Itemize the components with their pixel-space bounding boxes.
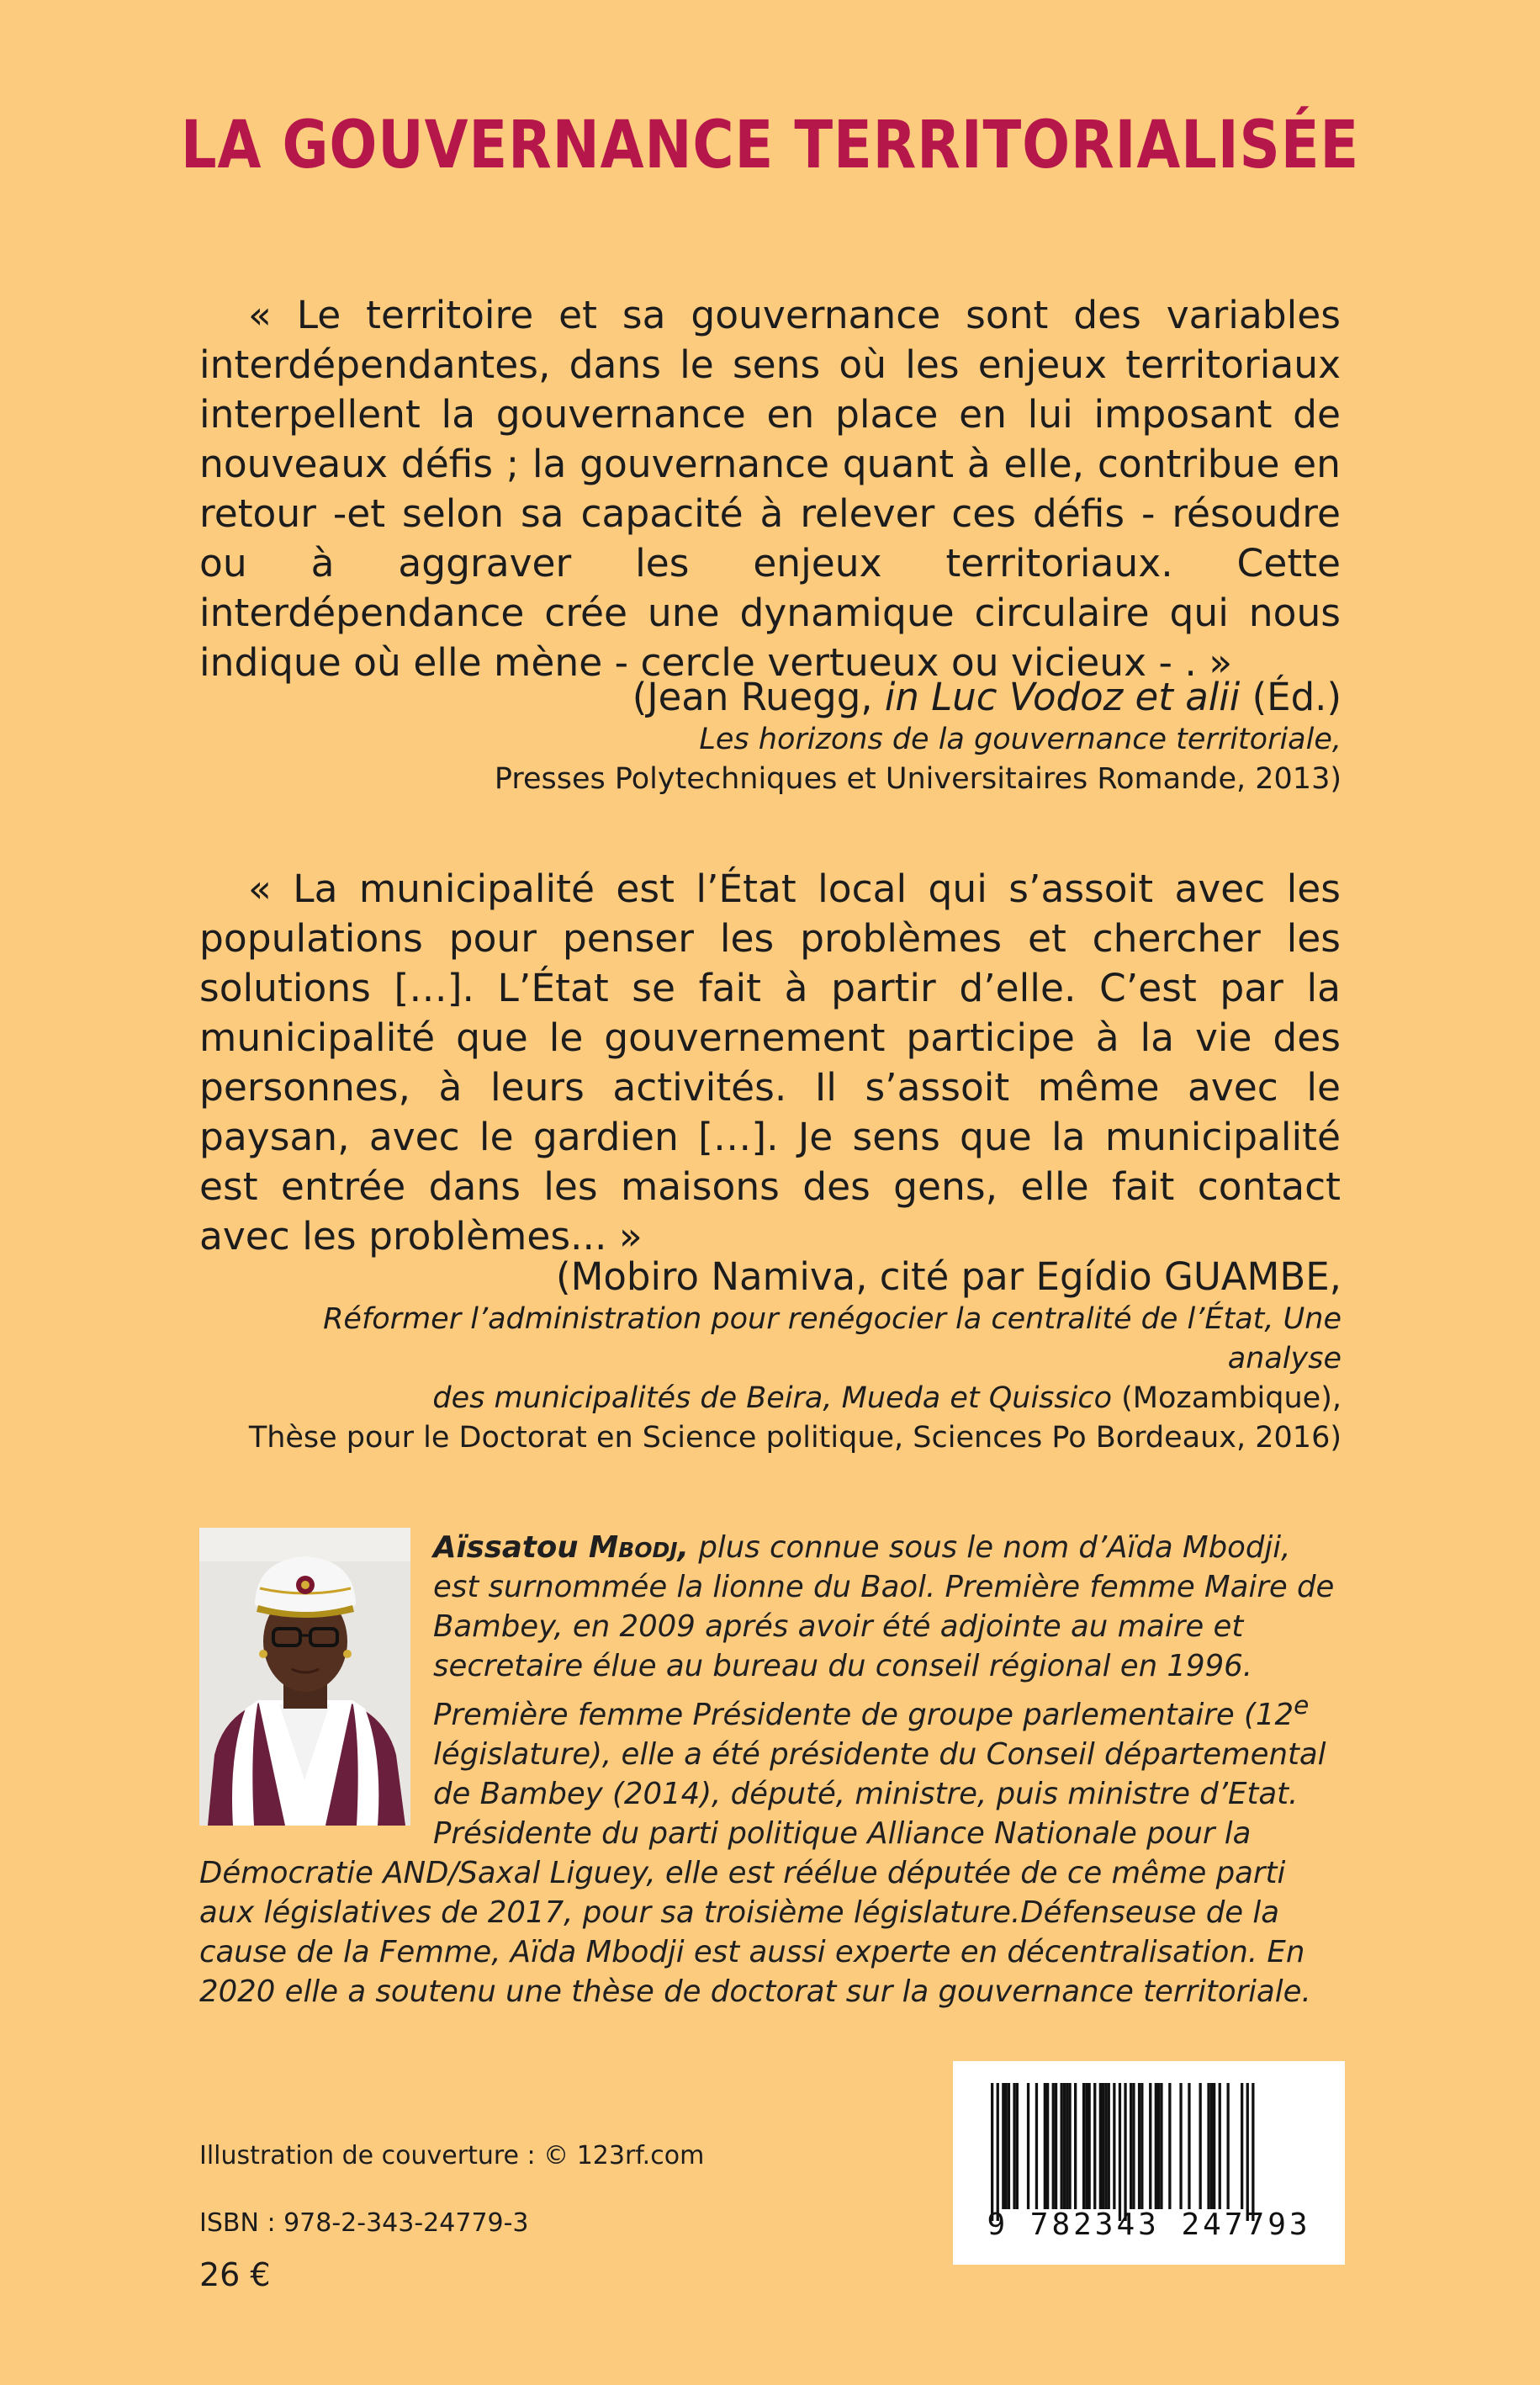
barcode-bar	[1074, 2083, 1077, 2209]
citation-2	[248, 1254, 1342, 1458]
barcode-bar	[1138, 2083, 1140, 2209]
quote-2	[199, 864, 1341, 1261]
barcode-bar	[1119, 2083, 1121, 2221]
barcode-bar	[1213, 2083, 1215, 2209]
barcode-bar	[1027, 2083, 1029, 2209]
bio-text-b: législature), elle a été présidente du Conseil départemental de Bambey (2014), député, ministre, puis ministre d’Etat. Présidente du parti politique Alliance Nationale pour la Démocratie AND/Saxal Liguey, elle est réélue députée de ce même parti aux législatives de 2017, pour sa troisième législature.Défenseuse de la cause de la Femme, Aïda Mbodji est aussi experte en décentralisation. En 2020 elle a soutenu une thèse de doctorat sur la gouvernance territoriale.	[199, 1736, 1326, 2009]
barcode-bar	[1102, 2083, 1104, 2209]
barcode-bar	[1108, 2083, 1110, 2209]
barcode-bar	[1082, 2083, 1085, 2209]
quote-2-text: « La municipalité est l’État local qui s’assoit avec les populations pour penser les problèmes et chercher les solutions […]. L’État se fait à partir d’elle. C’est par la municipalité que le gouvernement participe à la vie des personnes, à leurs activités. Il s’assoit même avec le paysan, avec le gardien […]. Je sens que la municipalité est entrée dans les maisons des gens, elle fait contact avec les problèmes... »	[199, 867, 1341, 1259]
barcode-bar	[1219, 2083, 1221, 2209]
quote-1-text: « Le territoire et sa gouvernance sont des variables interdépendantes, dans le sens où les enjeux territoriaux interpellent la gouvernance en place en lui imposant de nouveaux défis ; la gouvernance quant à elle, contribue en retour -et selon sa capacité à relever ces défis - résoudre ou à aggraver les enjeux territoriaux. Cette interdépendance crée une dynamique circulaire qui nous indique où elle mène - cercle vertueux ou vicieux - . »	[199, 293, 1341, 685]
barcode-bar	[1188, 2083, 1190, 2209]
barcode-bar	[1008, 2083, 1010, 2209]
barcode-bar	[1207, 2083, 1209, 2209]
barcode-bar	[1088, 2083, 1091, 2209]
citation-2-thesis: Thèse pour le Doctorat en Science politique, Sciences Po Bordeaux, 2016)	[248, 1421, 1342, 1455]
author-bio	[199, 1528, 1341, 2011]
barcode-bar	[1160, 2083, 1162, 2209]
quote-1	[199, 290, 1341, 687]
barcode-bar	[1130, 2083, 1132, 2209]
barcode-bar	[1179, 2083, 1182, 2209]
barcode-bar	[1227, 2083, 1230, 2209]
barcode-bar	[1113, 2083, 1115, 2209]
barcode-bar	[1168, 2083, 1171, 2209]
barcode-bar	[1068, 2083, 1071, 2209]
bio-superscript: e	[1294, 1691, 1310, 1720]
isbn: ISBN : 978-2-343-24779-3	[199, 2208, 529, 2238]
barcode-bar	[1063, 2083, 1066, 2209]
barcode-bar	[1066, 2083, 1068, 2209]
barcode-bar	[1252, 2083, 1254, 2221]
price: 26 €	[199, 2256, 271, 2293]
book-title: LA GOUVERNANCE TERRITORIALISÉE	[180, 108, 1360, 183]
barcode-bar	[1149, 2083, 1151, 2209]
barcode-digits: 9 782343 247793	[987, 2207, 1311, 2242]
citation-1-author: (Jean Ruegg, in Luc Vodoz et alii (Éd.)	[632, 675, 1342, 719]
barcode-bar	[1155, 2083, 1157, 2209]
barcode-bar	[1013, 2083, 1015, 2209]
barcode-box	[953, 2061, 1345, 2265]
citation-2-author: (Mobiro Namiva, cité par Egídio GUAMBE,	[556, 1254, 1342, 1299]
barcode-bar	[1157, 2083, 1160, 2209]
barcode-bar	[1044, 2083, 1046, 2209]
citation-2-work-cont: des municipalités de Beira, Mueda et Quissico (Mozambique),	[432, 1381, 1342, 1415]
barcode-bar	[1246, 2083, 1249, 2221]
barcode-bar	[1140, 2083, 1143, 2209]
barcode-bar	[1093, 2083, 1096, 2209]
barcode-bar	[1104, 2083, 1107, 2209]
barcode-bar	[1061, 2083, 1063, 2209]
barcode-bar	[1124, 2083, 1126, 2221]
barcode-bar	[1132, 2083, 1135, 2209]
barcode-bar	[1052, 2083, 1055, 2209]
barcode-bar	[1099, 2083, 1102, 2209]
barcode-bar	[1055, 2083, 1057, 2209]
barcode-bar	[1199, 2083, 1202, 2209]
barcode-bar	[1035, 2083, 1038, 2209]
citation-1	[248, 675, 1342, 799]
citation-1-publisher: Presses Polytechniques et Universitaires Romande, 2013)	[494, 762, 1342, 796]
barcode-bar	[1210, 2083, 1213, 2209]
citation-2-work: Réformer l’administration pour renégocier la centralité de l’État, Une analyse	[323, 1302, 1342, 1375]
author-portrait-image	[199, 1528, 410, 1826]
author-photo	[199, 1528, 410, 1826]
barcode-bar	[1002, 2083, 1004, 2209]
cover-credit: Illustration de couverture : © 123rf.com	[199, 2141, 705, 2170]
barcode-bar	[1016, 2083, 1019, 2209]
citation-1-work: Les horizons de la gouvernance territoriale,	[699, 723, 1342, 756]
author-name: Aïssatou Mbodj,	[433, 1530, 690, 1565]
barcode-bar	[1241, 2083, 1243, 2209]
barcode-bar	[991, 2083, 993, 2221]
barcode-bar	[997, 2083, 999, 2221]
barcode-bar	[1046, 2083, 1049, 2209]
barcode-bar	[1085, 2083, 1088, 2209]
bio-text-a: plus connue sous le nom d’Aïda Mbodji, est surnommée la lionne du Baol. Première femme Maire de Bambey, en 2009 aprés avoir été adjointe au maire et secretaire élue au bureau du conseil régional en 1996. Première femme Présidente de groupe parlementaire (12	[433, 1530, 1335, 1732]
barcode-bar	[1005, 2083, 1008, 2209]
